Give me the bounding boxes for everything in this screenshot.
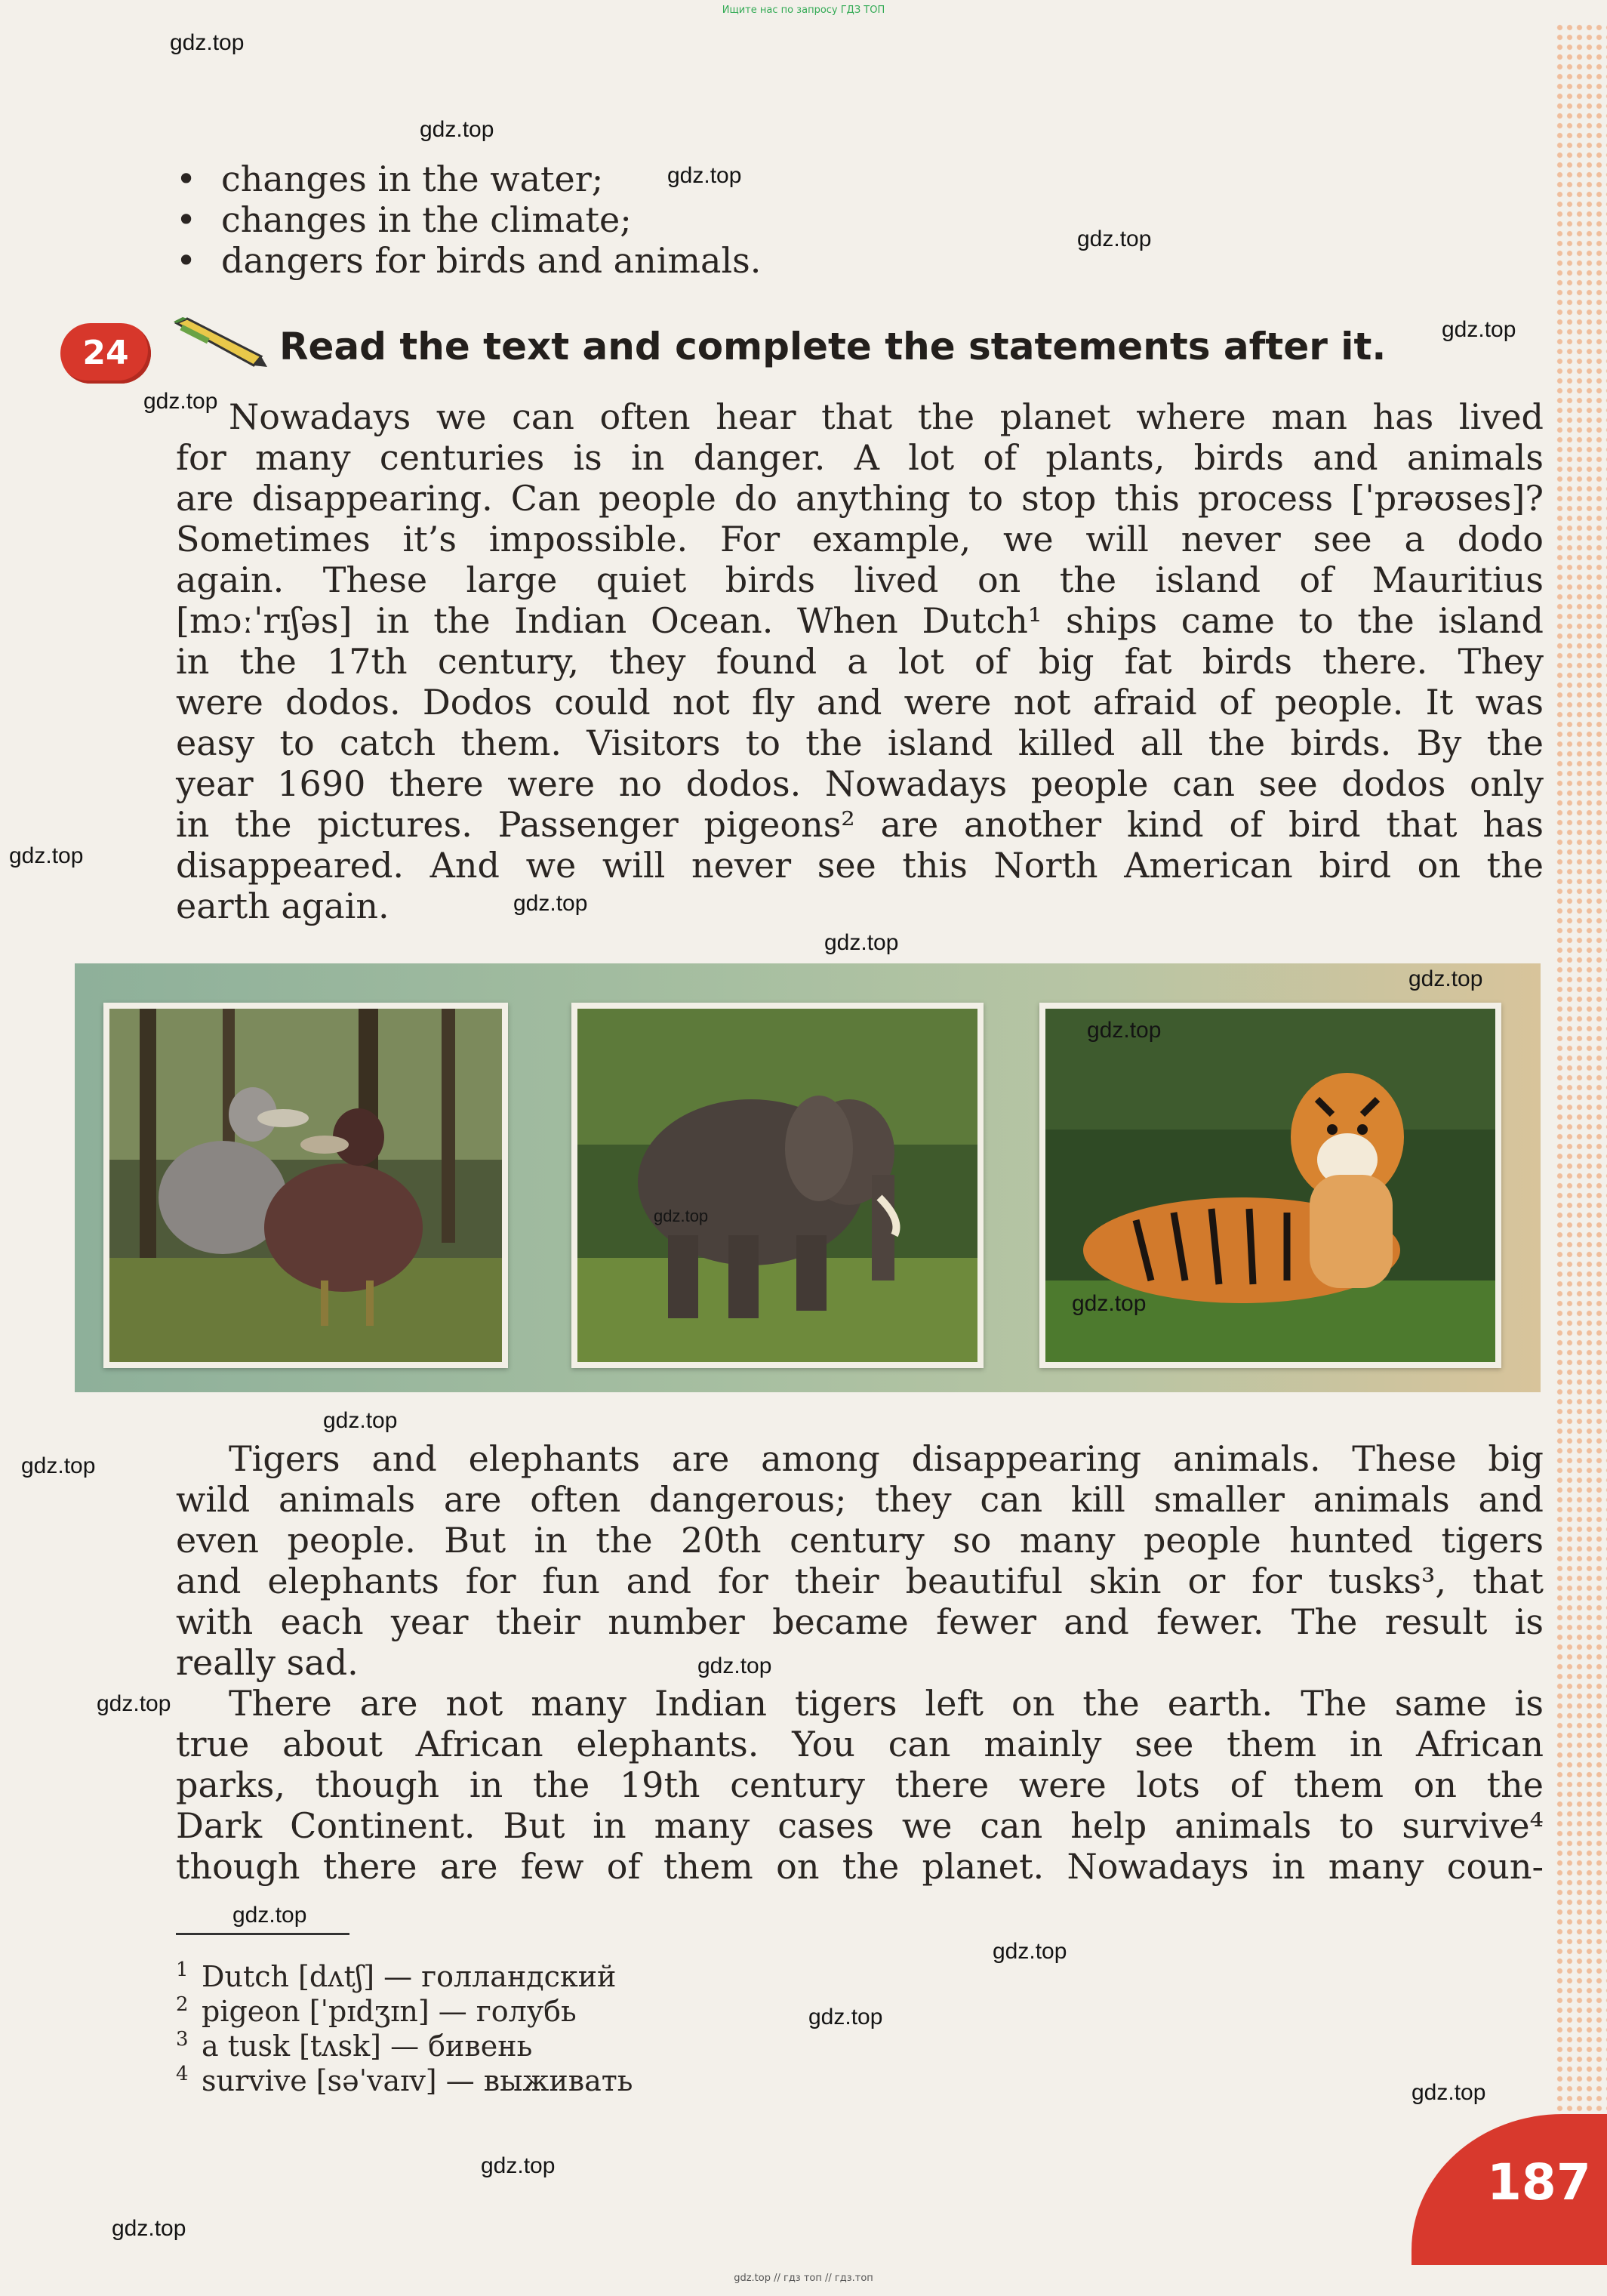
text-line: year 1690 there were no dodos. Nowadays people can see dodos only: [176, 763, 1544, 804]
watermark: gdz.top: [170, 30, 245, 55]
watermark: gdz.top: [1077, 227, 1152, 251]
bullet-item: • changes in the climate;: [176, 199, 632, 240]
bullet-item: • dangers for birds and animals.: [176, 240, 762, 281]
watermark: gdz.top: [143, 389, 218, 414]
footnote: 3 a tusk [tʌsk] — бивень: [176, 2028, 533, 2063]
text-line: There are not many Indian tigers left on the earth. The same is: [229, 1683, 1544, 1724]
dodo-photo: [103, 1003, 508, 1368]
text-line: with each year their number became fewer and fewer. The result is: [176, 1601, 1544, 1642]
watermark: gdz.top: [667, 163, 742, 188]
text-line: were dodos. Dodos could not fly and were not afraid of people. It was: [176, 682, 1544, 723]
elephant-photo: [571, 1003, 984, 1368]
watermark: gdz.top: [1072, 1291, 1147, 1316]
watermark: gdz.top: [654, 1207, 709, 1225]
dodo-birds-image: [109, 1009, 502, 1362]
watermark: gdz.top: [1442, 317, 1516, 342]
text-line: for many centuries is in danger. A lot of plants, birds and animals: [176, 437, 1544, 478]
watermark: gdz.top: [1408, 966, 1483, 991]
footnote: 2 pigeon [ˈpɪdʒɪn] — голубь: [176, 1993, 577, 2028]
watermark: gdz.top: [481, 2153, 556, 2178]
text-line: in the 17th century, they found a lot of big fat birds there. They: [176, 641, 1544, 682]
watermark: gdz.top: [697, 1653, 772, 1678]
watermark: gdz.top: [808, 2005, 883, 2029]
watermark: gdz.top: [323, 1408, 398, 1433]
text-line: really sad.: [176, 1642, 359, 1683]
pencil-icon: [172, 316, 270, 368]
footer-note: gdz.top // гдз топ // гдз.топ: [734, 2273, 873, 2284]
watermark: gdz.top: [232, 1903, 307, 1928]
page-number: 187: [1487, 2153, 1591, 2211]
text-line: in the pictures. Passenger pigeons² are another kind of bird that has: [176, 804, 1544, 845]
watermark: gdz.top: [993, 1939, 1067, 1964]
text-line: easy to catch them. Visitors to the island killed all the birds. By the: [176, 723, 1544, 763]
footnote: 1 Dutch [dʌtʃ] — голландский: [176, 1959, 617, 1993]
watermark: gdz.top: [97, 1691, 171, 1716]
dotted-margin-decoration: [1555, 23, 1607, 2137]
text-line: though there are few of them on the planet. Nowadays in many coun-: [176, 1846, 1544, 1887]
text-line: parks, though in the 19th century there were lots of them on the: [176, 1764, 1544, 1805]
text-line: true about African elephants. You can mainly see them in African: [176, 1724, 1544, 1764]
footnote: 4 survive [səˈvaɪv] — выживать: [176, 2063, 633, 2097]
exercise-title: Read the text and complete the statements after it.: [279, 325, 1387, 368]
watermark: gdz.top: [112, 2216, 186, 2241]
photo-band: [75, 963, 1541, 1392]
watermark: gdz.top: [1087, 1018, 1162, 1043]
watermark: gdz.top: [513, 891, 588, 916]
text-line: earth again.: [176, 886, 389, 926]
watermark: gdz.top: [420, 117, 494, 142]
text-line: Nowadays we can often hear that the planet where man has lived: [229, 396, 1544, 437]
text-line: Dark Continent. But in many cases we can help animals to survive⁴: [176, 1805, 1544, 1846]
text-line: Tigers and elephants are among disappearing animals. These big: [229, 1438, 1544, 1479]
watermark: gdz.top: [9, 843, 84, 868]
page-number-tab: [1412, 2114, 1607, 2265]
exercise-number-badge: 24: [60, 323, 151, 384]
watermark: gdz.top: [1412, 2080, 1486, 2105]
watermark: gdz.top: [824, 930, 899, 955]
text-line: disappeared. And we will never see this North American bird on the: [176, 845, 1544, 886]
elephant-image: [577, 1009, 977, 1362]
text-line: Sometimes it’s impossible. For example, we will never see a dodo: [176, 519, 1544, 559]
footnote-divider: [176, 1933, 349, 1935]
header-note: Ищите нас по запросу ГДЗ ТОП: [722, 5, 885, 16]
watermark: gdz.top: [21, 1453, 96, 1478]
text-line: wild animals are often dangerous; they can kill smaller animals and: [176, 1479, 1544, 1520]
text-line: and elephants for fun and for their beautiful skin or for tusks³, that: [176, 1561, 1544, 1601]
text-line: [mɔːˈrɪʃəs] in the Indian Ocean. When Dutch¹ ships came to the island: [176, 600, 1544, 641]
text-line: again. These large quiet birds lived on the island of Mauritius: [176, 559, 1544, 600]
text-line: are disappearing. Can people do anything to stop this process [ˈprəʊses]?: [176, 478, 1544, 519]
text-line: even people. But in the 20th century so many people hunted tigers: [176, 1520, 1544, 1561]
bullet-item: • changes in the water;: [176, 159, 604, 199]
